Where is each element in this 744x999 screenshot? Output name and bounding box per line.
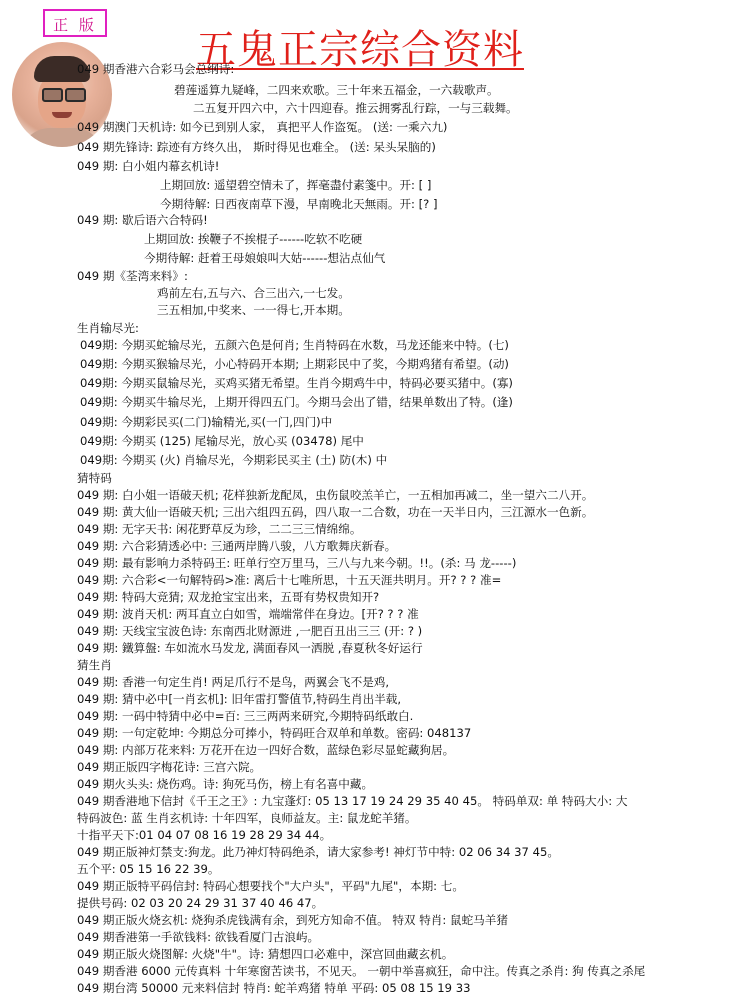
text-line: 十指平天下:01 04 07 08 16 19 28 29 34 44。 xyxy=(77,828,332,842)
text-line: 二五复开四六中，六十四迎春。推云拥雾乱行踪，一与三载舞。 xyxy=(193,101,518,115)
text-line: 049 期正版神灯禁支:狗龙。此乃神灯特码绝杀，请大家参考! 神灯节中特: 02 06 34 37 45。 xyxy=(77,845,559,859)
text-line: 049 期正版特平码信封: 特码心想要找个"大户头"，平码"九尾"，本期: 七。 xyxy=(77,879,464,893)
text-line: 049期: 今期买猴输尽光，小心特码开本期; 上期彩民中了奖，今期鸡猪有希望。(动) xyxy=(80,357,509,371)
text-line: 049 期: 天线宝宝波色诗: 东南西北财源进 ,一肥百丑出三三 (开: ? ) xyxy=(77,624,423,638)
text-line: 049 期香港六合彩马会总纲诗: xyxy=(77,62,235,76)
text-line: 049 期: 一句定乾坤: 今期总分可捧小，特码旺合双单和单数。密码: 048137 xyxy=(77,726,472,740)
text-line: 猜特码 xyxy=(77,471,112,485)
text-line: 上期回放: 挨鞭子不挨棍子------吃软不吃硬 xyxy=(144,232,363,246)
text-line: 049期: 今期买鼠输尽光，买鸡买猪无希望。生肖今期鸡牛中，特码必要买猪中。(寡) xyxy=(80,376,513,390)
text-line: 049 期: 猜中必中[一肖玄机]: 旧年雷打警值节,特码生肖出半载, xyxy=(77,692,402,706)
text-line: 049期: 今期买 (125) 尾输尽光，放心买 (03478) 尾中 xyxy=(80,434,364,448)
avatar-glasses-right xyxy=(65,88,86,102)
text-line: 049 期香港地下信封《千王之王》: 九宝蓬灯: 05 13 17 19 24 29 35 40 45。 特码单双: 单 特码大小: 大 xyxy=(77,794,628,808)
text-line: 049 期: 六合彩猜透必中: 三通两岸腾八骏，八方歌舞庆新春。 xyxy=(77,539,397,553)
text-line: 今期待解: 日西夜南草下漫，早南晚北天無雨。开: [? ] xyxy=(160,197,438,211)
text-line: 049 期: 白小姐一语破天机; 花样独新龙配凤，虫伤鼠咬羔羊亡，一五相加再减二，坐一望六二八开。 xyxy=(77,488,594,502)
text-line: 鸡前左右,五与六、合三出六,一七发。 xyxy=(157,286,350,300)
text-line: 049期: 今期买牛输尽光，上期开得四五门。今期马会出了错，结果单数出了特。(逢) xyxy=(80,395,513,409)
text-line: 049 期: 一码中特猜中必中=百: 三三两两来研究,今期特码纸敢白. xyxy=(77,709,414,723)
text-line: 049 期: 最有影响力杀特码王: 旺单行空万里马，三八与九来今朝。!!。(杀: 马 龙-----) xyxy=(77,556,517,570)
text-line: 049 期先锋诗: 踪迹有方终久出， 斯时得见也难全。 (送: 呆头呆脑的) xyxy=(77,140,436,154)
text-line: 三五相加,中奖来、一一得七,开本期。 xyxy=(157,303,350,317)
text-line: 049期: 今期买蛇输尽光，五颜六色是何肖; 生肖特码在水数，马龙还能来中特。(七) xyxy=(80,338,509,352)
text-line: 049 期: 香港一句定生肖! 两足爪行不是鸟，两翼会飞不是鸡, xyxy=(77,675,390,689)
text-line: 049 期台湾 50000 元来料信封 特肖: 蛇羊鸡猪 特单 平码: 05 08 15 19 33 xyxy=(77,981,471,995)
text-line: 提供号码: 02 03 20 24 29 31 37 40 46 47。 xyxy=(77,896,324,910)
text-line: 猜生肖 xyxy=(77,658,112,672)
text-line: 五个平: 05 15 16 22 39。 xyxy=(77,862,220,876)
avatar-glasses-left xyxy=(42,88,63,102)
text-line: 049 期: 白小姐内幕玄机诗! xyxy=(77,159,220,173)
text-line: 049 期香港 6000 元传真料 十年寒窗苦读书，不见天。 一朝中举喜疯狂，命中注。传真之杀肖: 狗 传真之杀尾 xyxy=(77,964,646,978)
text-line: 碧莲遥算九疑峰，二四来欢歌。三十年来五福金，一六载歌声。 xyxy=(174,83,499,97)
text-line: 049 期: 内部万花来料: 万花开在边一四好合数，蓝绿色彩尽显蛇藏狗居。 xyxy=(77,743,455,757)
text-line: 特码波色: 蓝 生肖玄机诗: 十年四军，良师益友。主: 鼠龙蛇羊猪。 xyxy=(77,811,417,825)
text-line: 049期: 今期彩民买(二门)输精光,买(一门,四门)中 xyxy=(80,415,333,429)
text-line: 今期待解: 赶着王母娘娘叫大姑------想沾点仙气 xyxy=(144,251,386,265)
text-line: 049 期: 特码大竞猜; 双龙抢宝宝出来，五哥有势权贵知开? xyxy=(77,590,380,604)
text-line: 049 期澳门天机诗: 如今已到别人家， 真把平人作盗冤。 (送: 一乘六九) xyxy=(77,120,448,134)
genuine-edition-stamp: 正 版 xyxy=(43,9,107,37)
text-line: 049 期: 无字天书: 闲花野草反为珍，二二三三情绵绵。 xyxy=(77,522,362,536)
text-line: 049 期: 黄大仙一语破天机; 三出六组四五码，四八取一二合数，功在一天半日内，三江源水一色新。 xyxy=(77,505,594,519)
page-title: 五鬼正宗综合资料 xyxy=(196,27,524,73)
text-line: 049 期: 鐵算盤: 车如流水马发龙, 满面春风一洒脱 ,春夏秋冬好运行 xyxy=(77,641,423,655)
text-line: 上期回放: 遥望碧空情未了，挥毫盡付素箋中。开: [ ] xyxy=(160,178,432,192)
text-line: 049 期正版火烧玄机: 烧狗杀虎钱满有余，到死方知命不值。 特双 特肖: 鼠蛇马羊猪 xyxy=(77,913,508,927)
text-line: 生肖输尽光: xyxy=(77,321,139,335)
text-line: 049 期: 歇后语六合特码! xyxy=(77,213,208,227)
text-line: 049 期: 六合彩<一句解特码>准: 离后十七唯所思，十五天涯共明月。开? ? ? 准= xyxy=(77,573,502,587)
text-line: 049期: 今期买 (火) 肖输尽光，今期彩民买主 (土) 防(木) 中 xyxy=(80,453,388,467)
text-line: 049 期火头头: 烧伤鸡。诗: 狗死马伤，榜上有名喜中藏。 xyxy=(77,777,374,791)
text-line: 049 期: 波肖天机: 两耳直立白如雪，端端常伴在身边。[开? ? ? 准 xyxy=(77,607,419,621)
text-line: 049 期正版火烧图解: 火烧"牛"。诗: 猜想四口必难中，深宫回曲藏玄机。 xyxy=(77,947,454,961)
text-line: 049 期香港第一手欲钱料: 欲钱看厦门古浪屿。 xyxy=(77,930,320,944)
text-line: 049 期《荃湾来料》: xyxy=(77,269,188,283)
avatar-mouth xyxy=(52,112,72,118)
text-line: 049 期正版四字梅花诗: 三宫六院。 xyxy=(77,760,262,774)
